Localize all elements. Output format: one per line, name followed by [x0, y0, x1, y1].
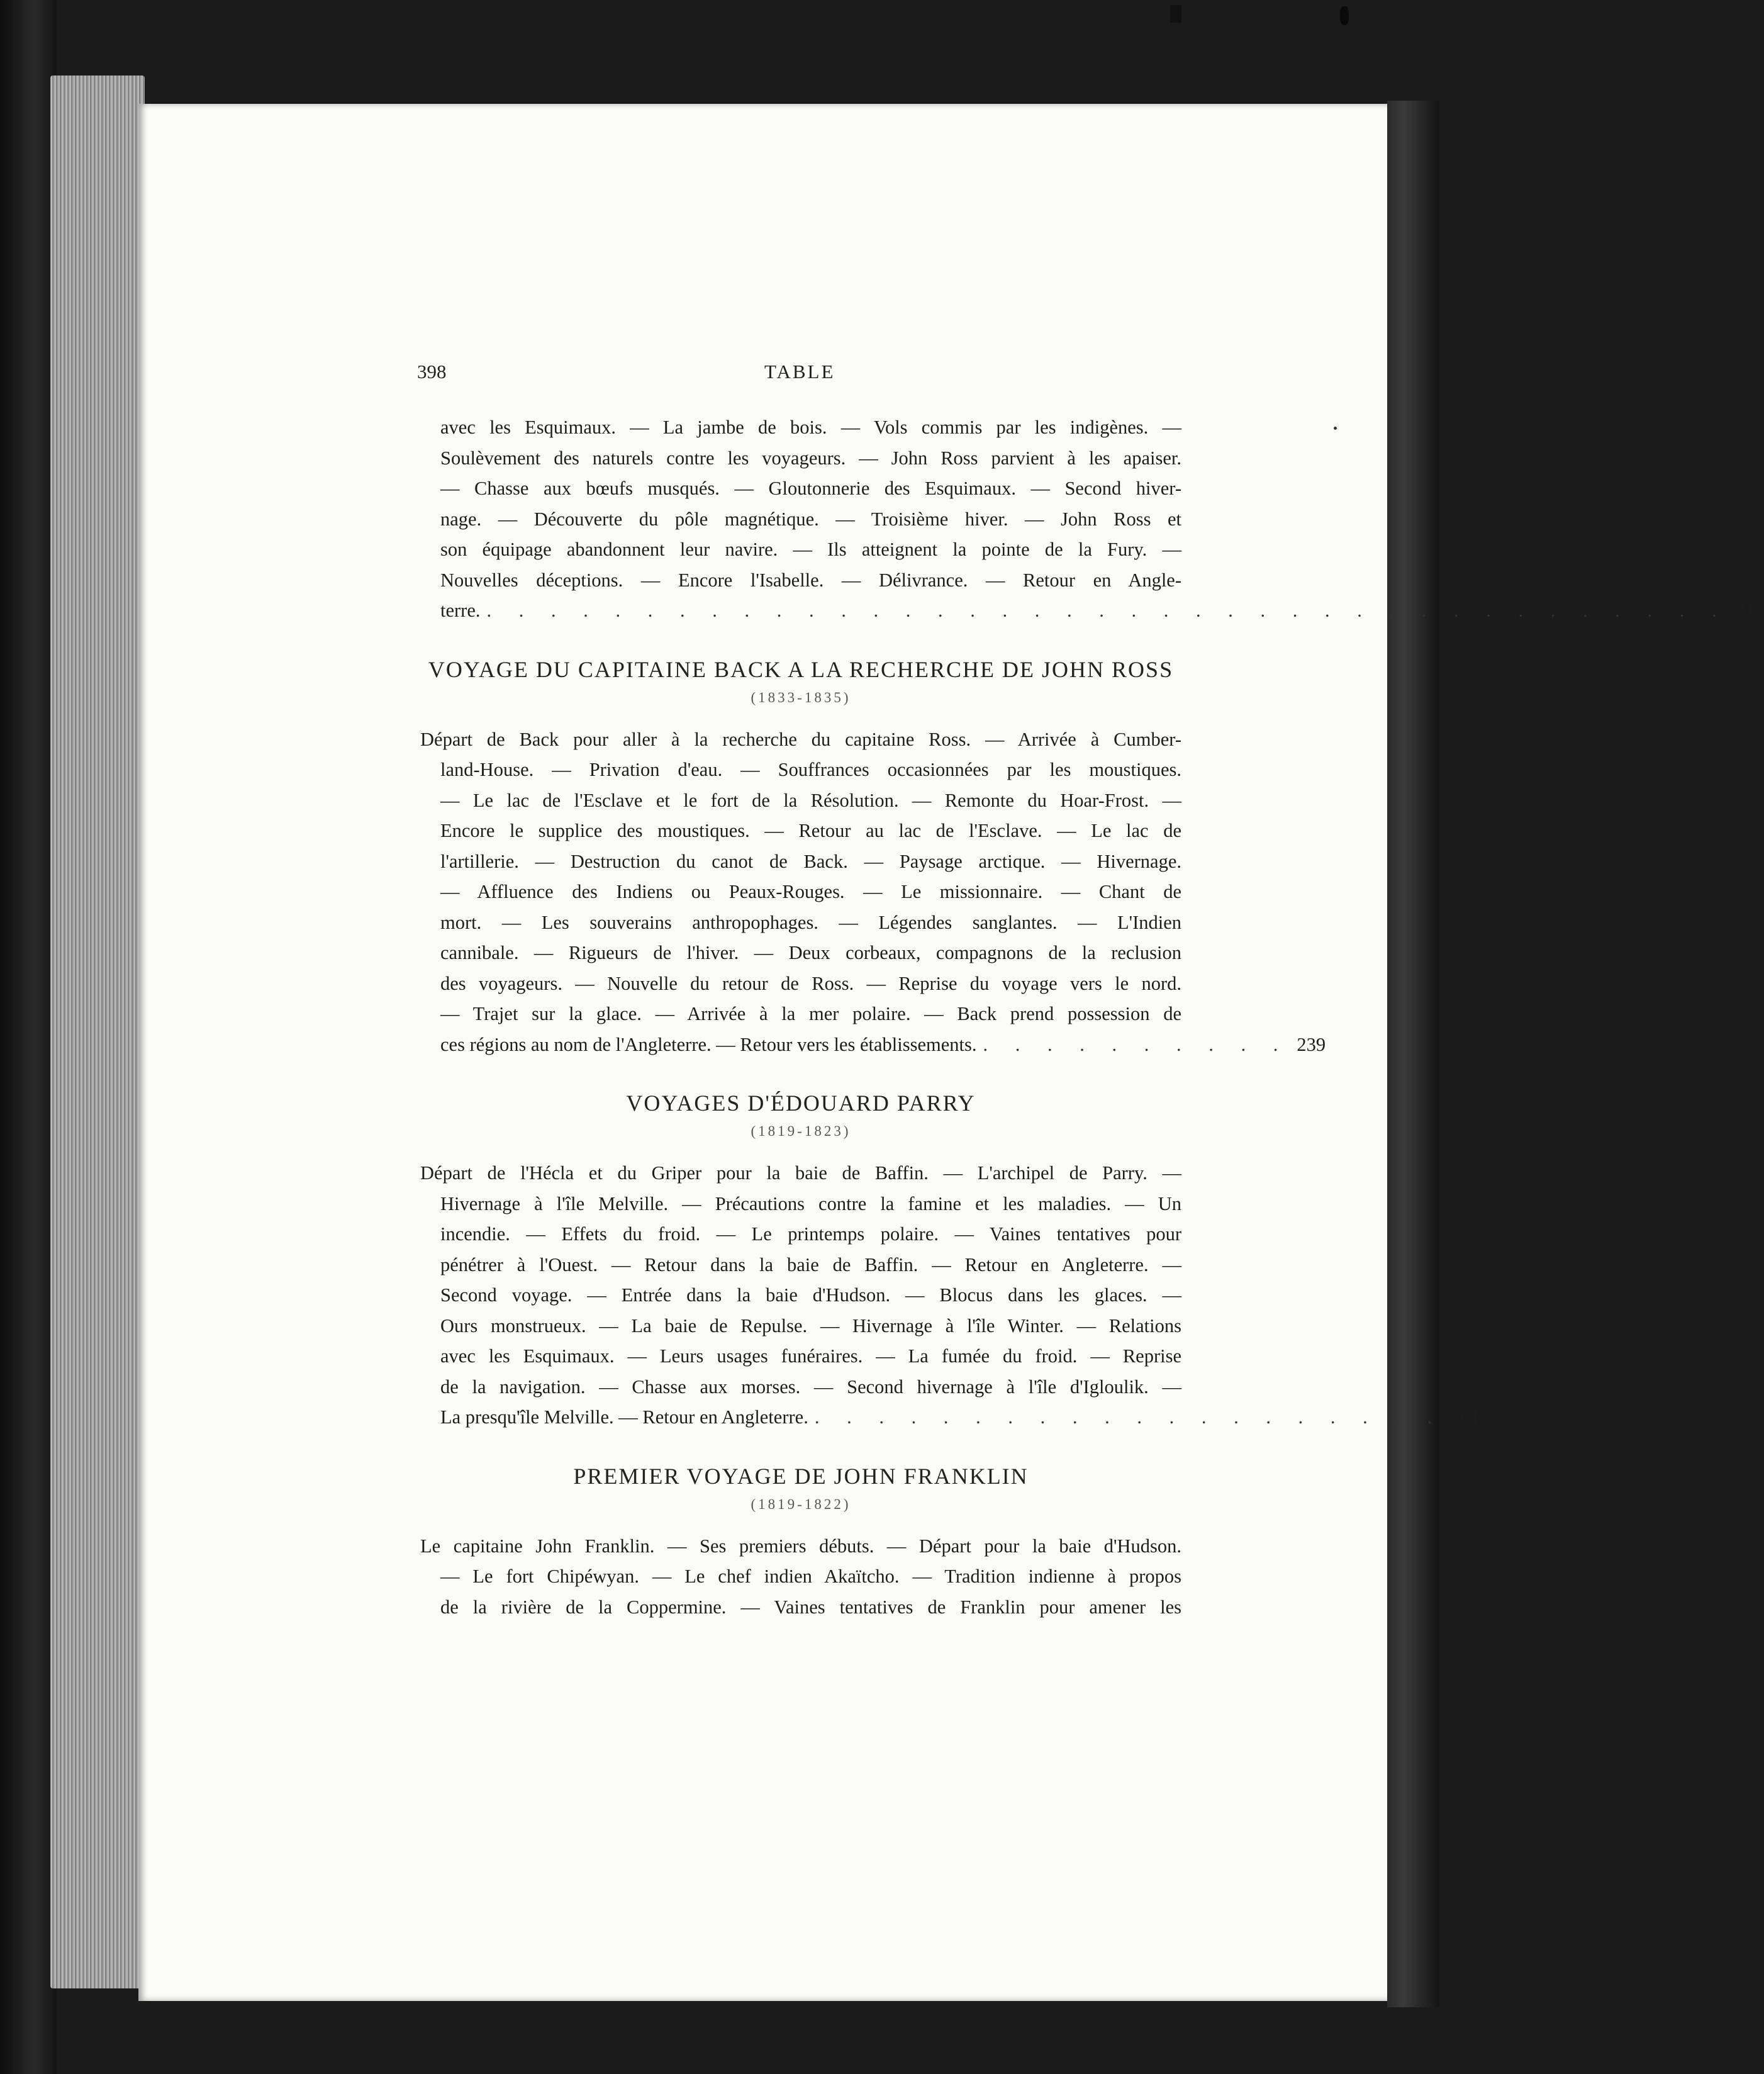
toc-section-back — [420, 654, 1326, 1060]
toc-line: Hivernage à l'île Melville. — Précautions contre la famine et les maladies. — Un — [440, 1192, 1181, 1214]
toc-line: — Le lac de l'Esclave et le fort de la Résolution. — Remonte du Hoar-Frost. — — [440, 789, 1181, 811]
table-of-contents — [420, 412, 1764, 1622]
toc-line: Soulèvement des naturels contre les voyageurs. — John Ross parvient à les apaiser. — [440, 447, 1181, 469]
toc-line: l'artillerie. — Destruction du canot de Back. — Paysage arctique. — Hivernage. — [440, 850, 1181, 872]
toc-page-number: 213 — [1735, 600, 1764, 621]
toc-line: incendie. — Effets du froid. — Le printemps polaire. — Vaines tentatives pour — [440, 1223, 1181, 1245]
toc-line: — Trajet sur la glace. — Arrivée à la mer polaire. — Back prend possession de — [440, 1003, 1181, 1024]
toc-line: pénétrer à l'Ouest. — Retour dans la baie de Baffin. — Retour en Angleterre. — — [440, 1253, 1181, 1275]
toc-line-text: terre. — [440, 600, 481, 621]
scan-artifact — [1340, 6, 1349, 25]
toc-line: Second voyage. — Entrée dans la baie d'Hudson. — Blocus dans les glaces. — — [440, 1284, 1181, 1306]
toc-line: — Affluence des Indiens ou Peaux-Rouges. — Le missionnaire. — Chant de — [440, 881, 1181, 902]
toc-line-last — [420, 595, 1764, 626]
scan-artifact — [1170, 5, 1181, 23]
toc-line: Nouvelles déceptions. — Encore l'Isabelle. — Délivrance. — Retour en Angle- — [440, 569, 1181, 591]
toc-line: mort. — Les souverains anthropophages. — Légendes sanglantes. — L'Indien — [440, 911, 1181, 933]
toc-line: Ours monstrueux. — La baie de Repulse. — Hivernage à l'île Winter. — Relations — [440, 1314, 1181, 1337]
section-years: (1819-1822) — [751, 1496, 851, 1512]
toc-line: cannibale. — Rigueurs de l'hiver. — Deux corbeaux, compagnons de la reclusion — [440, 942, 1181, 963]
dot-leader: . . . . . . . . . . . . . . . . . . . . — [814, 1406, 1444, 1428]
scan-background-right — [1387, 101, 1439, 2007]
toc-line: Encore le supplice des moustiques. — Retour au lac de l'Esclave. — Le lac de — [440, 820, 1181, 841]
toc-page-number: 261 — [1451, 1406, 1480, 1428]
section-title: PREMIER VOYAGE DE JOHN FRANKLIN — [573, 1463, 1029, 1489]
toc-line: Départ de l'Hécla et du Griper pour la baie de Baffin. — L'archipel de Parry. — — [420, 1162, 1181, 1184]
section-title: VOYAGES D'ÉDOUARD PARRY — [626, 1090, 976, 1116]
section-title: VOYAGE DU CAPITAINE BACK A LA RECHERCHE DE JOHN ROSS — [428, 656, 1174, 682]
toc-line: de la navigation. — Chasse aux morses. — Second hivernage à l'île d'Igloulik. — — [440, 1376, 1181, 1398]
toc-line: Le capitaine John Franklin. — Ses premiers débuts. — Départ pour la baie d'Hudson. — [420, 1535, 1181, 1557]
page-number: 398 — [417, 361, 447, 383]
toc-line: son équipage abandonnent leur navire. — Ils atteignent la pointe de la Fury. — — [440, 539, 1181, 560]
toc-line: nage. — Découverte du pôle magnétique. — Troisième hiver. — John Ross et — [440, 508, 1181, 530]
toc-entry-continuation — [420, 412, 1764, 626]
scan-speck — [1334, 427, 1337, 430]
toc-line: — Le fort Chipéwyan. — Le chef indien Akaïtcho. — Tradition indienne à propos — [440, 1566, 1181, 1587]
toc-line: avec les Esquimaux. — La jambe de bois. — Vols commis par les indigènes. — — [440, 417, 1181, 438]
toc-line-text: La presqu'île Melville. — Retour en Angleterre. — [440, 1406, 808, 1428]
toc-page-number: 239 — [1297, 1033, 1326, 1055]
toc-line: avec les Esquimaux. — Leurs usages funéraires. — La fumée du froid. — Reprise — [440, 1345, 1181, 1367]
running-title: TABLE — [764, 361, 835, 383]
scan-background-left — [0, 0, 57, 2074]
page-header — [417, 361, 1178, 392]
dot-leader: . . . . . . . . . . . . . . . . . . . . . . . . . . . . . . . . . . . . . . . — [486, 600, 1728, 621]
toc-line: des voyageurs. — Nouvelle du retour de Ross. — Reprise du voyage vers le nord. — [440, 972, 1181, 994]
toc-section-parry — [420, 1087, 1480, 1433]
section-years: (1833-1835) — [751, 689, 851, 705]
toc-line: land-House. — Privation d'eau. — Souffrances occasionnées par les moustiques. — [440, 759, 1181, 780]
page-edges-stack — [50, 76, 145, 1988]
toc-line: de la rivière de la Coppermine. — Vaines tentatives de Franklin pour amener les — [440, 1596, 1181, 1618]
toc-line: Départ de Back pour aller à la recherche du capitaine Ross. — Arrivée à Cumber- — [420, 728, 1181, 750]
toc-section-franklin — [420, 1460, 1181, 1623]
section-years: (1819-1823) — [751, 1123, 851, 1139]
toc-line-text: ces régions au nom de l'Angleterre. — Retour vers les établissements. — [440, 1033, 977, 1055]
toc-line-last — [420, 1402, 1480, 1433]
toc-line: — Chasse aux bœufs musqués. — Gloutonnerie des Esquimaux. — Second hiver- — [440, 478, 1181, 499]
toc-line-last — [420, 1029, 1326, 1060]
dot-leader: . . . . . . . . . . — [983, 1033, 1290, 1055]
